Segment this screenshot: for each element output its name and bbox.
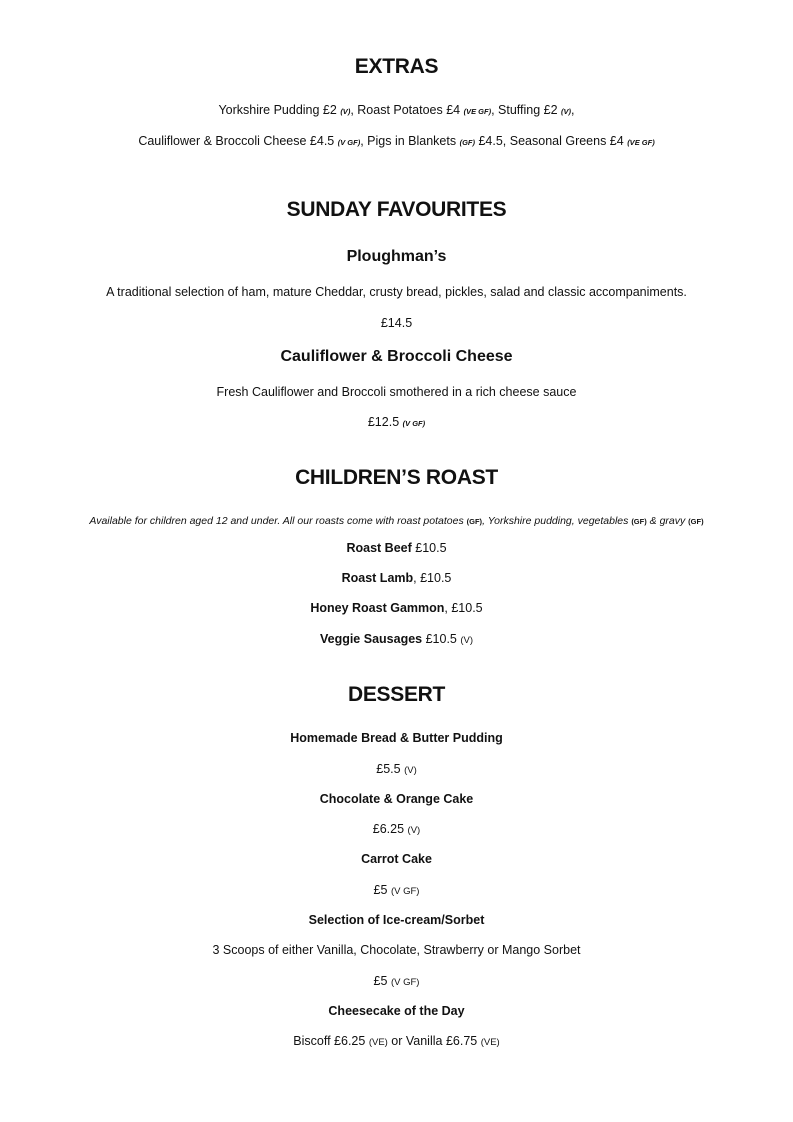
item-price: £10.5 (422, 632, 461, 646)
dietary-tag: (V GF) (390, 886, 420, 897)
dessert-item-cheesecake-of-the-day: Cheesecake of the Day (328, 1004, 465, 1018)
childrens-item-veggie-sausages (0, 632, 793, 646)
dietary-tag: (GF) (459, 138, 475, 147)
dietary-tag: (V GF) (402, 419, 426, 428)
dessert-price (0, 1034, 793, 1048)
extras-item-text: Yorkshire Pudding £2 (218, 103, 341, 117)
ploughmans-price: £14.5 (380, 316, 413, 330)
item-name: Veggie Sausages (319, 632, 423, 646)
extras-heading: EXTRAS (354, 55, 439, 78)
dietary-tag: (VE) (368, 1037, 388, 1048)
dietary-tag: (V GF) (337, 138, 361, 147)
childrens-roast-heading: CHILDREN’S ROAST (295, 466, 498, 489)
dietary-tag: (V) (460, 635, 474, 646)
extras-item-text: , Pigs in Blankets (360, 134, 460, 148)
childrens-item-honey-roast-gammon (0, 601, 793, 615)
dessert-price (0, 762, 793, 776)
item-name: Roast Beef (346, 541, 412, 555)
dessert-price (0, 883, 793, 897)
extras-item-text: Cauliflower & Broccoli Cheese £4.5 (138, 134, 338, 148)
note-text: Available for children aged 12 and under. All our roasts come with roast potatoes (89, 515, 467, 527)
item-price: £10.5 (411, 541, 447, 555)
extras-item-text: , Roast Potatoes £4 (350, 103, 464, 117)
cauliflower-cheese-title: Cauliflower & Broccoli Cheese (280, 348, 513, 365)
extras-item-text: £4.5, Seasonal Greens £4 (475, 134, 628, 148)
dietary-tag: (VE) (480, 1037, 500, 1048)
dietary-tag: (V GF) (390, 977, 420, 988)
cauliflower-cheese-price (0, 415, 793, 429)
note-text: , Yorkshire pudding, vegetables (482, 515, 632, 527)
dessert-description: 3 Scoops of either Vanilla, Chocolate, Strawberry or Mango Sorbet (212, 943, 581, 957)
item-price: , £10.5 (444, 601, 483, 615)
price-text: £5 (373, 883, 391, 897)
dessert-price (0, 822, 793, 836)
note-text: & gravy (646, 515, 689, 527)
ploughmans-title: Ploughman’s (346, 248, 447, 265)
dietary-tag: (VE GF) (627, 138, 655, 147)
dessert-item-carrot-cake: Carrot Cake (361, 852, 432, 866)
extras-line-1 (0, 103, 793, 117)
dietary-tag: (V) (407, 825, 421, 836)
dietary-tag: (GF) (631, 517, 647, 526)
dietary-tag: (GF) (688, 517, 704, 526)
price-text: £5 (373, 974, 391, 988)
dessert-item-bread-butter-pudding: Homemade Bread & Butter Pudding (290, 731, 503, 745)
dietary-tag: (VE GF) (463, 107, 492, 116)
item-name: Roast Lamb (341, 571, 414, 585)
dietary-tag: (GF) (466, 517, 483, 526)
extras-item-text: , (571, 103, 575, 117)
dietary-tag: (V) (561, 107, 572, 116)
price-text: £5.5 (376, 762, 405, 776)
price-text: £12.5 (367, 415, 403, 429)
price-text: or Vanilla £6.75 (387, 1034, 481, 1048)
extras-item-text: , Stuffing £2 (491, 103, 562, 117)
dessert-price (0, 974, 793, 988)
ploughmans-description: A traditional selection of ham, mature Cheddar, crusty bread, pickles, salad and classic accompaniments. (106, 285, 687, 299)
dessert-item-chocolate-orange-cake: Chocolate & Orange Cake (319, 792, 474, 806)
childrens-roast-note (0, 515, 793, 527)
childrens-item-roast-lamb (0, 571, 793, 585)
price-text: £6.25 (372, 822, 408, 836)
item-name: Honey Roast Gammon (310, 601, 445, 615)
cauliflower-cheese-description: Fresh Cauliflower and Broccoli smothered in a rich cheese sauce (216, 385, 577, 399)
dietary-tag: (V) (340, 107, 351, 116)
dessert-item-ice-cream-sorbet: Selection of Ice-cream/Sorbet (308, 913, 485, 927)
dessert-heading: DESSERT (347, 683, 446, 706)
price-text: Biscoff £6.25 (293, 1034, 369, 1048)
childrens-item-roast-beef (0, 541, 793, 555)
extras-line-2 (0, 134, 793, 148)
dietary-tag: (V) (404, 765, 417, 776)
item-price: , £10.5 (413, 571, 452, 585)
sunday-favourites-heading: SUNDAY FAVOURITES (286, 198, 507, 221)
